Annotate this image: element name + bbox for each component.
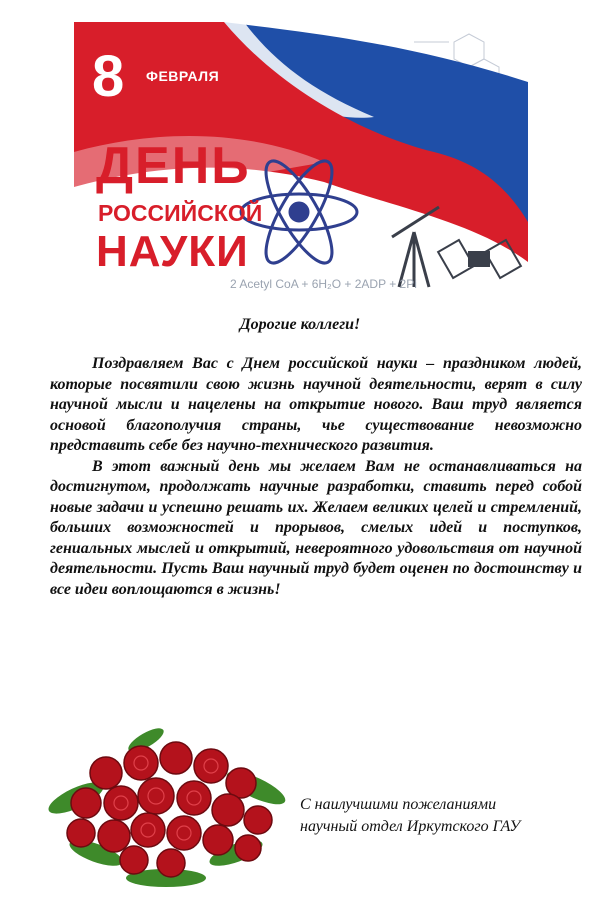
paragraph-1: Поздравляем Вас с Днем российской науки – праздником людей, которые посвятили свою жизнь научной деятельности, верят в силу научной мысли и нацелены на открытие нового. Ваш труд является основой благополучия страны, чье существование невозможно представить себе без научно-технического развития.	[50, 355, 582, 454]
signature-line-2: научный отдел Иркутского ГАУ	[300, 818, 521, 835]
signature-line-1: С наилучшими пожеланиями	[300, 796, 497, 813]
roses-bouquet-image	[36, 728, 292, 890]
banner-title-line3: НАУКИ	[96, 227, 249, 276]
banner-title-line1: ДЕНЬ	[96, 137, 251, 195]
letter-body	[50, 354, 582, 600]
banner-title-line2: РОССИЙСКОЙ	[98, 200, 263, 226]
holiday-banner	[74, 22, 528, 298]
signature	[300, 794, 520, 838]
satellite-icon	[438, 240, 521, 278]
chemistry-formula: 2 Acetyl CoA + 6H₂O + 2ADP + 2Pi	[230, 277, 417, 291]
date-month: ФЕВРАЛЯ	[146, 68, 220, 84]
paragraph-2: В этот важный день мы желаем Вам не останавливаться на достигнутом, продолжать научные разработки, ставить перед собой новые задачи и успешно решать их. Желаем великих целей и стремлений, больших возможностей и прорывов, смелых идей и поступков, гениальных мыслей и открытий, невероятного удовольствия от научной деятельности. Пусть Ваш научный труд будет оценен по достоинству и все идеи воплощаются в жизнь!	[50, 457, 582, 598]
greeting: Дорогие коллеги!	[239, 316, 361, 333]
telescope-icon	[392, 207, 439, 287]
date-number: 8	[92, 44, 125, 109]
